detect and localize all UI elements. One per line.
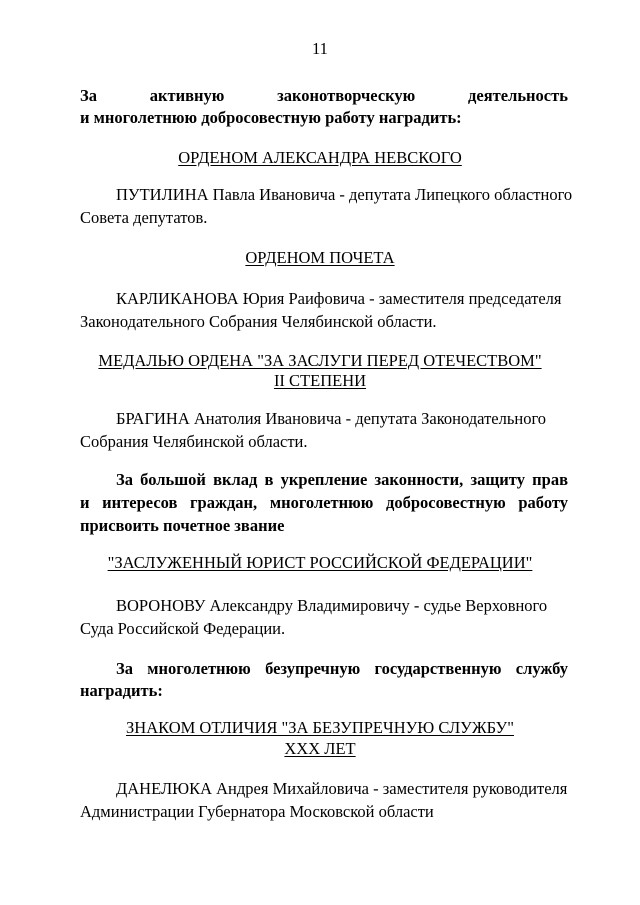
award-title-nevsky: ОРДЕНОМ АЛЕКСАНДРА НЕВСКОГО xyxy=(178,148,462,167)
recipient-3-line-2: Собрания Челябинской области. xyxy=(80,432,308,451)
intro-word: законотворческую xyxy=(277,86,416,105)
award-title-medal-line-2: II СТЕПЕНИ xyxy=(273,371,367,390)
award-title-medal-line-1: МЕДАЛЬЮ ОРДЕНА "ЗА ЗАСЛУГИ ПЕРЕД ОТЕЧЕСТВОМ" xyxy=(98,351,542,370)
intro-word: активную xyxy=(149,86,225,105)
intro-text: За многолетнюю безупречную государственную службу xyxy=(116,659,568,678)
intro-text: и интересов граждан, многолетнюю добросовестную работу xyxy=(80,493,568,512)
intro-word: деятельность xyxy=(468,86,568,105)
recipient-3-line-1: БРАГИНА Анатолия Ивановича - депутата Законодательного xyxy=(116,409,547,428)
intro-1-line-2: и многолетнюю добросовестную работу наградить: xyxy=(80,108,462,127)
intro-4-line-1 xyxy=(116,470,568,490)
intro-1-line-1 xyxy=(80,86,568,106)
recipient-2-line-2: Законодательного Собрания Челябинской области. xyxy=(80,312,437,331)
award-title-jurist: "ЗАСЛУЖЕННЫЙ ЮРИСТ РОССИЙСКОЙ ФЕДЕРАЦИИ" xyxy=(107,553,533,572)
recipient-5-line-2: Администрации Губернатора Московской области xyxy=(80,802,434,821)
recipient-5-line-1: ДАНЕЛЮКА Андрея Михайловича - заместителя руководителя xyxy=(116,779,568,798)
award-title-znak-line-2: XXX ЛЕТ xyxy=(284,739,356,758)
recipient-1-line-2: Совета депутатов. xyxy=(80,208,208,227)
recipient-4-line-1: ВОРОНОВУ Александру Владимировичу - судье Верховного xyxy=(116,596,548,615)
recipient-1-line-1: ПУТИЛИНА Павла Ивановича - депутата Липецкого областного xyxy=(116,185,573,204)
intro-word: За xyxy=(80,86,97,105)
recipient-4-line-2: Суда Российской Федерации. xyxy=(80,619,286,638)
award-title-pocheta: ОРДЕНОМ ПОЧЕТА xyxy=(245,248,395,267)
award-title-znak-line-1: ЗНАКОМ ОТЛИЧИЯ "ЗА БЕЗУПРЕЧНУЮ СЛУЖБУ" xyxy=(126,718,514,737)
intro-text: За большой вклад в укрепление законности, защиту прав xyxy=(116,470,568,489)
intro-4-line-3: присвоить почетное звание xyxy=(80,516,285,535)
intro-5-line-2: наградить: xyxy=(80,681,163,700)
intro-5-line-1 xyxy=(116,659,568,679)
page-number: 11 xyxy=(312,39,328,58)
recipient-2-line-1: КАРЛИКАНОВА Юрия Раифовича - заместителя председателя xyxy=(116,289,562,308)
intro-4-line-2 xyxy=(80,493,568,513)
